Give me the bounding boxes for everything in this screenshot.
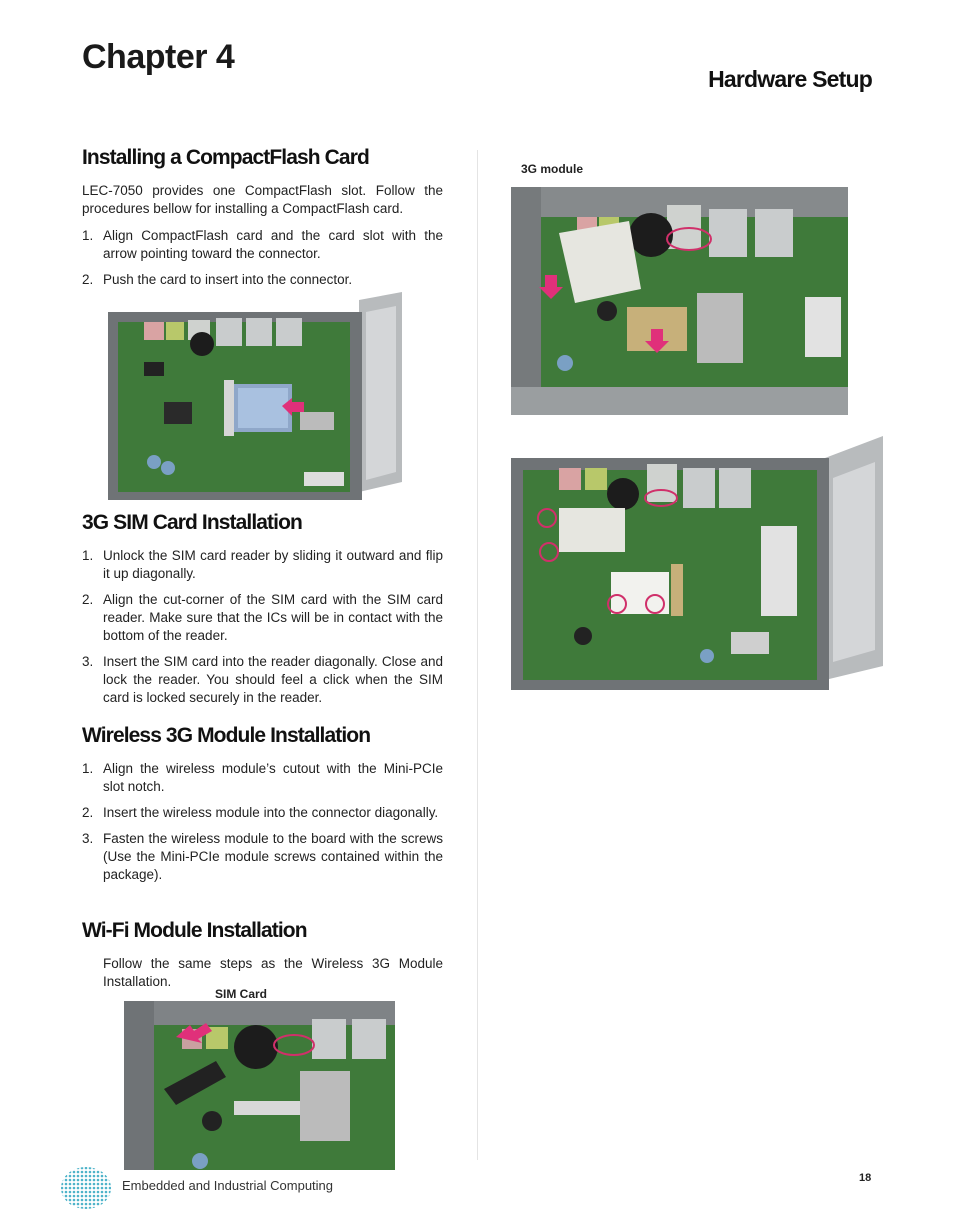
- column-divider: [477, 150, 478, 1160]
- section-title: Hardware Setup: [708, 66, 872, 92]
- heading-sim-card: 3G SIM Card Installation: [82, 511, 302, 534]
- list-item: 3. Fasten the wireless module to the board with the screws (Use the Mini-PCIe module screws contained within the package).: [82, 831, 443, 882]
- list-item: 1. Unlock the SIM card reader by sliding it outward and flip it up diagonally.: [82, 548, 443, 581]
- page-number: 18: [859, 1172, 872, 1184]
- caption-sim-card: SIM Card: [215, 987, 268, 1001]
- company-logo: [60, 1166, 112, 1210]
- sim-card-photo: [124, 1001, 395, 1170]
- list-item: 2. Push the card to insert into the connector.: [82, 272, 353, 287]
- sim-card-steps: [82, 547, 443, 715]
- list-item: 2. Align the cut-corner of the SIM card with the SIM card reader. Make sure that the ICs will be in contact with the bottom of the reader.: [82, 592, 443, 643]
- compactflash-steps: [82, 227, 443, 297]
- 3g-module-photo: [511, 187, 848, 415]
- chapter-title: Chapter 4: [82, 38, 235, 76]
- compactflash-photo: [104, 292, 404, 504]
- list-item: 1. Align CompactFlash card and the card slot with the arrow pointing toward the connector.: [82, 228, 443, 261]
- compactflash-intro: LEC-7050 provides one CompactFlash slot. Follow the procedures bellow for installing a CompactFlash card.: [82, 183, 443, 216]
- wireless-3g-steps: [82, 760, 443, 892]
- list-item: 1. Align the wireless module’s cutout with the Mini-PCIe slot notch.: [82, 761, 443, 794]
- list-item: 3. Insert the SIM card into the reader diagonally. Close and lock the reader. You should feel a click when the SIM card is locked securely in the reader.: [82, 654, 443, 705]
- heading-compactflash: Installing a CompactFlash Card: [82, 146, 369, 169]
- wifi-module-photo: [511, 436, 885, 690]
- wifi-text: Follow the same steps as the Wireless 3G Module Installation.: [103, 956, 443, 989]
- caption-3g-module: 3G module: [521, 162, 584, 176]
- footer-tagline: Embedded and Industrial Computing: [122, 1178, 334, 1193]
- heading-wireless-3g: Wireless 3G Module Installation: [82, 724, 371, 747]
- heading-wifi: Wi-Fi Module Installation: [82, 919, 307, 942]
- list-item: 2. Insert the wireless module into the connector diagonally.: [82, 805, 439, 820]
